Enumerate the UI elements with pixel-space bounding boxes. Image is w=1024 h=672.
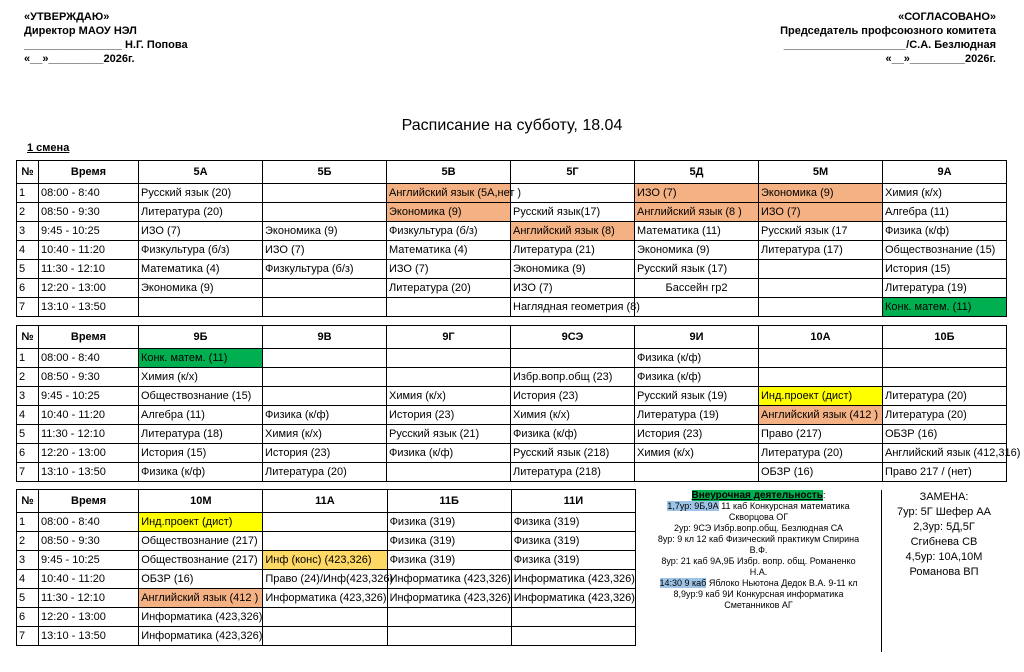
col-head: № xyxy=(17,490,39,513)
cell: Литература (20) xyxy=(263,463,387,482)
col-head: 9И xyxy=(635,326,759,349)
cell: Право 217 / (нет) xyxy=(883,463,1007,482)
extra-line: 8ур: 21 каб 9А,9Б Избр. вопр. общ. Романенко xyxy=(661,556,856,566)
cell xyxy=(263,203,387,222)
cell: Литература (20) xyxy=(139,203,263,222)
table-row xyxy=(17,589,636,608)
col-head: 9В xyxy=(263,326,387,349)
table-row xyxy=(17,222,1007,241)
cell: Русский язык (218) xyxy=(511,444,635,463)
cell xyxy=(387,608,511,627)
cell: 3 xyxy=(17,387,39,406)
replacement-line: 2,3ур: 5Д,5Г xyxy=(913,521,975,533)
cell: Химия (к/х) xyxy=(883,184,1007,203)
cell: 10:40 - 11:20 xyxy=(39,406,139,425)
col-head: Время xyxy=(39,490,139,513)
replacement-line: Романова ВП xyxy=(909,566,979,578)
cell: Наглядная геометрия (8) xyxy=(511,298,635,317)
col-head: 5А xyxy=(139,161,263,184)
col-head: 5М xyxy=(759,161,883,184)
cell: Информатика (423,326) xyxy=(263,589,387,608)
cell xyxy=(263,298,387,317)
cell: Математика (4) xyxy=(139,260,263,279)
cell: Физика (к/ф) xyxy=(635,368,759,387)
cell: Информатика (423,326) xyxy=(139,608,263,627)
agreement-date: «__»_________2026г. xyxy=(885,53,996,65)
cell: Экономика (9) xyxy=(635,241,759,260)
cell: 5 xyxy=(17,260,39,279)
cell: История (15) xyxy=(883,260,1007,279)
cell: 11:30 - 12:10 xyxy=(39,260,139,279)
cell xyxy=(263,532,387,551)
cell: 10:40 - 11:20 xyxy=(39,241,139,260)
replacement-block xyxy=(882,490,1006,652)
cell xyxy=(759,349,883,368)
extracurricular-title: Внеурочная деятельность xyxy=(691,490,823,501)
cell: Литература (20) xyxy=(883,387,1007,406)
schedule-table-1 xyxy=(16,160,1007,317)
cell xyxy=(263,368,387,387)
cell: Обществознание (15) xyxy=(883,241,1007,260)
extracurricular-block xyxy=(636,490,882,652)
table-row xyxy=(17,298,1007,317)
table-row xyxy=(17,349,1007,368)
cell xyxy=(511,627,635,646)
shift-label: 1 смена xyxy=(27,142,70,154)
cell: Обществознание (217) xyxy=(139,532,263,551)
cell: 4 xyxy=(17,406,39,425)
cell xyxy=(511,608,635,627)
cell: Литература (21) xyxy=(511,241,635,260)
cell: Обществознание (217) xyxy=(139,551,263,570)
cell: Литература (19) xyxy=(883,279,1007,298)
cell xyxy=(883,368,1007,387)
cell: История (15) xyxy=(139,444,263,463)
col-head: 9СЭ xyxy=(511,326,635,349)
cell: Инф (конс) (423,326) xyxy=(263,551,387,570)
cell xyxy=(759,368,883,387)
cell: Русский язык (17 xyxy=(759,222,883,241)
cell: Информатика (423,326) xyxy=(139,627,263,646)
cell: Экономика (9) xyxy=(387,203,511,222)
cell: Физика (319) xyxy=(387,513,511,532)
chairman-line: Председатель профсоюзного комитета xyxy=(780,25,996,37)
cell: Информатика (423,326) xyxy=(387,570,511,589)
cell: Литература (19) xyxy=(635,406,759,425)
cell: 5 xyxy=(17,589,39,608)
cell: 5 xyxy=(17,425,39,444)
cell: 2 xyxy=(17,368,39,387)
cell: Химия (к/х) xyxy=(387,387,511,406)
cell: Экономика (9) xyxy=(759,184,883,203)
cell: Инд.проект (дист) xyxy=(759,387,883,406)
table-header-row xyxy=(17,326,1007,349)
cell: История (23) xyxy=(511,387,635,406)
table-row xyxy=(17,570,636,589)
cell: История (23) xyxy=(387,406,511,425)
cell: Информатика (423,326) xyxy=(511,589,635,608)
table-row xyxy=(17,387,1007,406)
cell: Химия (к/х) xyxy=(511,406,635,425)
extra-line: 11 каб Конкурсная математика xyxy=(718,501,850,511)
cell xyxy=(635,298,759,317)
schedule-table-3 xyxy=(16,489,636,646)
table-row xyxy=(17,279,1007,298)
cell: Право (24)/Инф(423,326) xyxy=(263,570,387,589)
cell: Русский язык (17) xyxy=(635,260,759,279)
table-row xyxy=(17,463,1007,482)
cell: ИЗО (7) xyxy=(387,260,511,279)
col-head: 10М xyxy=(139,490,263,513)
cell: Экономика (9) xyxy=(139,279,263,298)
cell: 10:40 - 11:20 xyxy=(39,570,139,589)
cell: 1 xyxy=(17,184,39,203)
extra-line: 2ур: 9СЭ Избр.вопр.общ. Безлюдная СА xyxy=(673,523,844,533)
cell: Конк. матем. (11) xyxy=(139,349,263,368)
table-row xyxy=(17,551,636,570)
cell: Английский язык (412,316) xyxy=(883,444,1007,463)
col-head: 11Б xyxy=(387,490,511,513)
table-row xyxy=(17,608,636,627)
cell: 3 xyxy=(17,222,39,241)
cell: История (23) xyxy=(635,425,759,444)
table-row xyxy=(17,241,1007,260)
col-head: 11А xyxy=(263,490,387,513)
cell: Английский язык (8 ) xyxy=(635,203,759,222)
cell: 13:10 - 13:50 xyxy=(39,463,139,482)
extra-line: В.Ф. xyxy=(749,545,768,555)
table-row xyxy=(17,627,636,646)
approval-date: «__»_________2026г. xyxy=(24,53,135,65)
cell: 7 xyxy=(17,627,39,646)
col-head: 10Б xyxy=(883,326,1007,349)
col-head: 9Б xyxy=(139,326,263,349)
table-row xyxy=(17,532,636,551)
cell: Экономика (9) xyxy=(263,222,387,241)
cell: Информатика (423,326) xyxy=(387,589,511,608)
cell: Литература (20) xyxy=(387,279,511,298)
col-head: 5Б xyxy=(263,161,387,184)
cell: 1 xyxy=(17,513,39,532)
cell: ИЗО (7) xyxy=(263,241,387,260)
cell: Конк. матем. (11) xyxy=(883,298,1007,317)
cell xyxy=(635,463,759,482)
cell: 11:30 - 12:10 xyxy=(39,425,139,444)
cell: Физика (к/ф) xyxy=(883,222,1007,241)
table-row xyxy=(17,184,1007,203)
cell: Физкультура (б/з) xyxy=(263,260,387,279)
cell: История (23) xyxy=(263,444,387,463)
table-row xyxy=(17,203,1007,222)
cell: Алгебра (11) xyxy=(883,203,1007,222)
col-head: 11И xyxy=(511,490,635,513)
agreement-block xyxy=(780,10,996,66)
extra-line: 14:30 9 каб xyxy=(659,578,707,588)
extra-line: Н.А. xyxy=(749,567,768,577)
cell: 9:45 - 10:25 xyxy=(39,222,139,241)
cell: Математика (11) xyxy=(635,222,759,241)
cell: Физика (319) xyxy=(511,513,635,532)
cell: Физика (к/ф) xyxy=(263,406,387,425)
cell: 9:45 - 10:25 xyxy=(39,551,139,570)
chairman-signature: ____________________/С.А. Безлюдная xyxy=(783,39,996,51)
replacement-line: Сгибнева СВ xyxy=(910,536,978,548)
cell: Физика (к/ф) xyxy=(511,425,635,444)
cell: Бассейн гр2 xyxy=(635,279,759,298)
cell xyxy=(511,184,635,203)
cell: Физкультура (б/з) xyxy=(139,241,263,260)
cell: 9:45 - 10:25 xyxy=(39,387,139,406)
table-row xyxy=(17,513,636,532)
col-head: Время xyxy=(39,326,139,349)
extra-line: 8,9ур:9 каб 9И Конкурсная информатика xyxy=(673,589,844,599)
cell: Русский язык (20) xyxy=(139,184,263,203)
cell xyxy=(387,298,511,317)
cell: 13:10 - 13:50 xyxy=(39,627,139,646)
cell: 08:50 - 9:30 xyxy=(39,203,139,222)
table-row xyxy=(17,406,1007,425)
cell: ИЗО (7) xyxy=(139,222,263,241)
cell: Физика (319) xyxy=(387,532,511,551)
agreement-title: «СОГЛАСОВАНО» xyxy=(898,11,996,23)
cell: 11:30 - 12:10 xyxy=(39,589,139,608)
table-header-row xyxy=(17,490,636,513)
cell: 6 xyxy=(17,279,39,298)
cell: Экономика (9) xyxy=(511,260,635,279)
cell xyxy=(263,627,387,646)
cell: 6 xyxy=(17,444,39,463)
cell: Физика (319) xyxy=(511,551,635,570)
table-header-row xyxy=(17,161,1007,184)
cell: Английский язык (5А,нет ) xyxy=(387,184,511,203)
approval-block xyxy=(24,10,188,66)
extra-line: 1,7ур: 9Б,9А xyxy=(667,501,719,511)
cell: Литература (18) xyxy=(139,425,263,444)
cell xyxy=(511,349,635,368)
col-head: 9А xyxy=(883,161,1007,184)
cell: 4 xyxy=(17,570,39,589)
cell: 12:20 - 13:00 xyxy=(39,279,139,298)
cell xyxy=(263,184,387,203)
cell: Физкультура (б/з) xyxy=(387,222,511,241)
cell: ИЗО (7) xyxy=(759,203,883,222)
cell: Английский язык (8) xyxy=(511,222,635,241)
table-row xyxy=(17,368,1007,387)
schedule-table-2 xyxy=(16,325,1021,482)
cell: Русский язык (19) xyxy=(635,387,759,406)
cell: 7 xyxy=(17,298,39,317)
director-line: Директор МАОУ НЭЛ xyxy=(24,25,137,37)
extra-line: Яблоко Ньютона Дедок В.А. 9-11 кл xyxy=(706,578,858,588)
cell: Английский язык (412 ) xyxy=(759,406,883,425)
cell: Право (217) xyxy=(759,425,883,444)
cell: 08:50 - 9:30 xyxy=(39,532,139,551)
cell xyxy=(759,260,883,279)
col-head: Время xyxy=(39,161,139,184)
cell: Химия (к/х) xyxy=(139,368,263,387)
cell xyxy=(387,349,511,368)
cell xyxy=(759,279,883,298)
replacement-line: 7ур: 5Г Шефер АА xyxy=(896,506,992,518)
cell: Литература (20) xyxy=(759,444,883,463)
cell: ОБЗР (16) xyxy=(883,425,1007,444)
cell xyxy=(759,298,883,317)
cell: 3 xyxy=(17,551,39,570)
cell: Литература (20) xyxy=(883,406,1007,425)
cell: Информатика (423,326) xyxy=(511,570,635,589)
replacement-title: ЗАМЕНА: xyxy=(919,491,969,503)
cell: Английский язык (412 ) xyxy=(139,589,263,608)
col-head: 5В xyxy=(387,161,511,184)
col-head: 9Г xyxy=(387,326,511,349)
cell: ОБЗР (16) xyxy=(139,570,263,589)
cell: Литература (17) xyxy=(759,241,883,260)
cell xyxy=(263,387,387,406)
cell xyxy=(263,279,387,298)
cell: Физика (319) xyxy=(387,551,511,570)
cell xyxy=(387,627,511,646)
cell: 13:10 - 13:50 xyxy=(39,298,139,317)
cell: ОБЗР (16) xyxy=(759,463,883,482)
col-head: 10А xyxy=(759,326,883,349)
replacement-line: 4,5ур: 10А,10М xyxy=(905,551,983,563)
cell: Химия (к/х) xyxy=(263,425,387,444)
table-row xyxy=(17,260,1007,279)
cell: ИЗО (7) xyxy=(635,184,759,203)
cell: 08:50 - 9:30 xyxy=(39,368,139,387)
approval-title: «УТВЕРЖДАЮ» xyxy=(24,11,110,23)
col-head: 5Г xyxy=(511,161,635,184)
table-row xyxy=(17,444,1007,463)
cell: Алгебра (11) xyxy=(139,406,263,425)
cell xyxy=(139,298,263,317)
cell: 08:00 - 8:40 xyxy=(39,184,139,203)
cell: 08:00 - 8:40 xyxy=(39,513,139,532)
cell: 08:00 - 8:40 xyxy=(39,349,139,368)
cell: Русский язык(17) xyxy=(511,203,635,222)
cell: 2 xyxy=(17,532,39,551)
extracurricular-colon: : xyxy=(822,490,826,500)
col-head: № xyxy=(17,326,39,349)
cell xyxy=(263,513,387,532)
cell: Физика (319) xyxy=(511,532,635,551)
cell: 4 xyxy=(17,241,39,260)
extra-line: Сметанников АГ xyxy=(724,600,793,610)
cell: Физика (к/ф) xyxy=(139,463,263,482)
cell: Обществознание (15) xyxy=(139,387,263,406)
cell: Литература (218) xyxy=(511,463,635,482)
cell: 7 xyxy=(17,463,39,482)
cell xyxy=(387,463,511,482)
cell: Математика (4) xyxy=(387,241,511,260)
cell: Физика (к/ф) xyxy=(635,349,759,368)
extra-line: 8ур: 9 кл 12 каб Физический практикум Спирина xyxy=(657,534,860,544)
cell: Физика (к/ф) xyxy=(387,444,511,463)
page-title: Расписание на субботу, 18.04 xyxy=(401,117,623,134)
col-head: № xyxy=(17,161,39,184)
cell: 2 xyxy=(17,203,39,222)
col-head: 5Д xyxy=(635,161,759,184)
cell: 1 xyxy=(17,349,39,368)
cell: 12:20 - 13:00 xyxy=(39,444,139,463)
cell xyxy=(883,349,1007,368)
cell xyxy=(263,349,387,368)
cell xyxy=(263,608,387,627)
cell xyxy=(387,368,511,387)
cell: Химия (к/х) xyxy=(635,444,759,463)
cell: Инд.проект (дист) xyxy=(139,513,263,532)
extra-line: Скворцова ОГ xyxy=(728,512,789,522)
cell: Русский язык (21) xyxy=(387,425,511,444)
cell: Избр.вопр.общ (23) xyxy=(511,368,635,387)
cell: 12:20 - 13:00 xyxy=(39,608,139,627)
cell: ИЗО (7) xyxy=(511,279,635,298)
table-row xyxy=(17,425,1007,444)
director-signature: ________________ Н.Г. Попова xyxy=(24,39,188,51)
cell: 6 xyxy=(17,608,39,627)
